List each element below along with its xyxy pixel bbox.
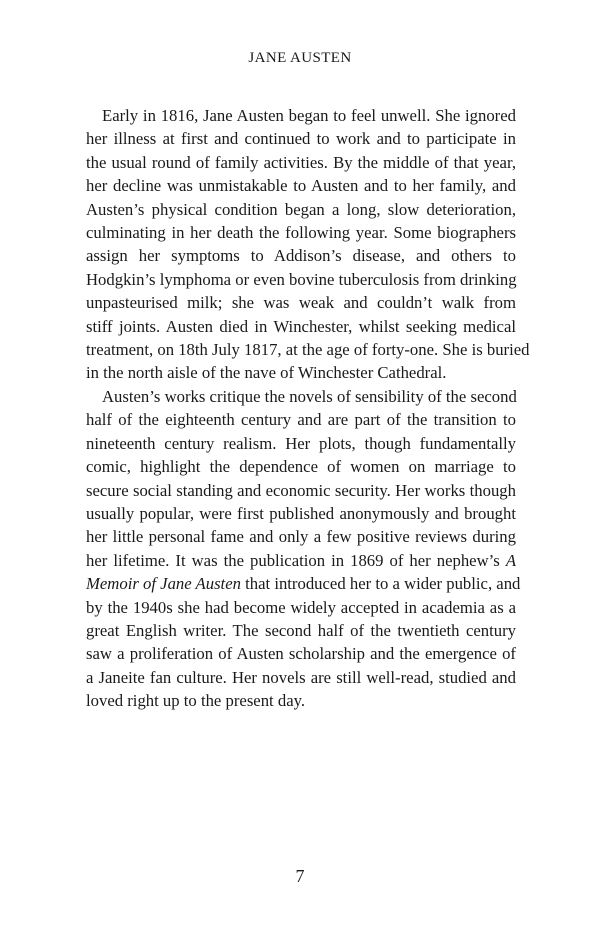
text-segment: her lifetime. It was the publication in 1869 of her nephew’s (86, 550, 500, 570)
text-line: secure social standing and economic security. Her works though (86, 480, 516, 500)
body-text (86, 104, 530, 713)
book-title-part: A (505, 550, 517, 570)
text-line: the usual round of family activities. By the middle of that year, (86, 152, 516, 172)
text-line (86, 549, 516, 572)
text-line: saw a proliferation of Austen scholarship and the emergence of (86, 644, 516, 664)
text-line: usually popular, were first published anonymously and brought (86, 503, 516, 523)
text-line: half of the eighteenth century and are part of the transition to (86, 410, 516, 430)
text-line: by the 1940s she had become widely accepted in academia as a (86, 597, 516, 617)
text-line: in the north aisle of the nave of Winchester Cathedral. (86, 363, 447, 383)
running-head: JANE AUSTEN (248, 50, 352, 66)
book-title: Memoir of Jane Austen (86, 574, 241, 594)
text-line: assign her symptoms to Addison’s disease, and others to (86, 246, 516, 266)
text-line: treatment, on 18th July 1817, at the age of forty-one. She is buried (86, 340, 530, 360)
text-line: comic, highlight the dependence of women on marriage to (86, 457, 516, 477)
text-line: Austen’s physical condition began a long, slow deterioration, (86, 199, 516, 219)
text-line: great English writer. The second half of the twentieth century (86, 620, 516, 640)
text-line: a Janeite fan culture. Her novels are still well-read, studied and (86, 667, 516, 687)
text-line: Austen’s works critique the novels of sensibility of the second (102, 386, 517, 406)
text-line: stiff joints. Austen died in Winchester, whilst seeking medical (86, 316, 516, 336)
text-line: culminating in her death the following year. Some biographers (86, 223, 516, 243)
text-line: Hodgkin’s lymphoma or even bovine tuberculosis from drinking (86, 269, 517, 289)
text-line: nineteenth century realism. Her plots, though fundamentally (86, 433, 516, 453)
paragraph-2 (86, 385, 521, 713)
paragraph-1 (86, 104, 530, 385)
text-line: her illness at first and continued to work and to participate in (86, 129, 516, 149)
text-segment: that introduced her to a wider public, and (240, 574, 521, 594)
text-line: loved right up to the present day. (86, 691, 306, 711)
text-line: her decline was unmistakable to Austen and to her family, and (86, 176, 516, 196)
text-line: her little personal fame and only a few positive reviews during (86, 527, 516, 547)
text-line: unpasteurised milk; she was weak and couldn’t walk from (86, 293, 516, 313)
text-line (86, 572, 521, 595)
text-line: Early in 1816, Jane Austen began to feel unwell. She ignored (102, 106, 516, 125)
page-number: 7 (295, 866, 305, 886)
